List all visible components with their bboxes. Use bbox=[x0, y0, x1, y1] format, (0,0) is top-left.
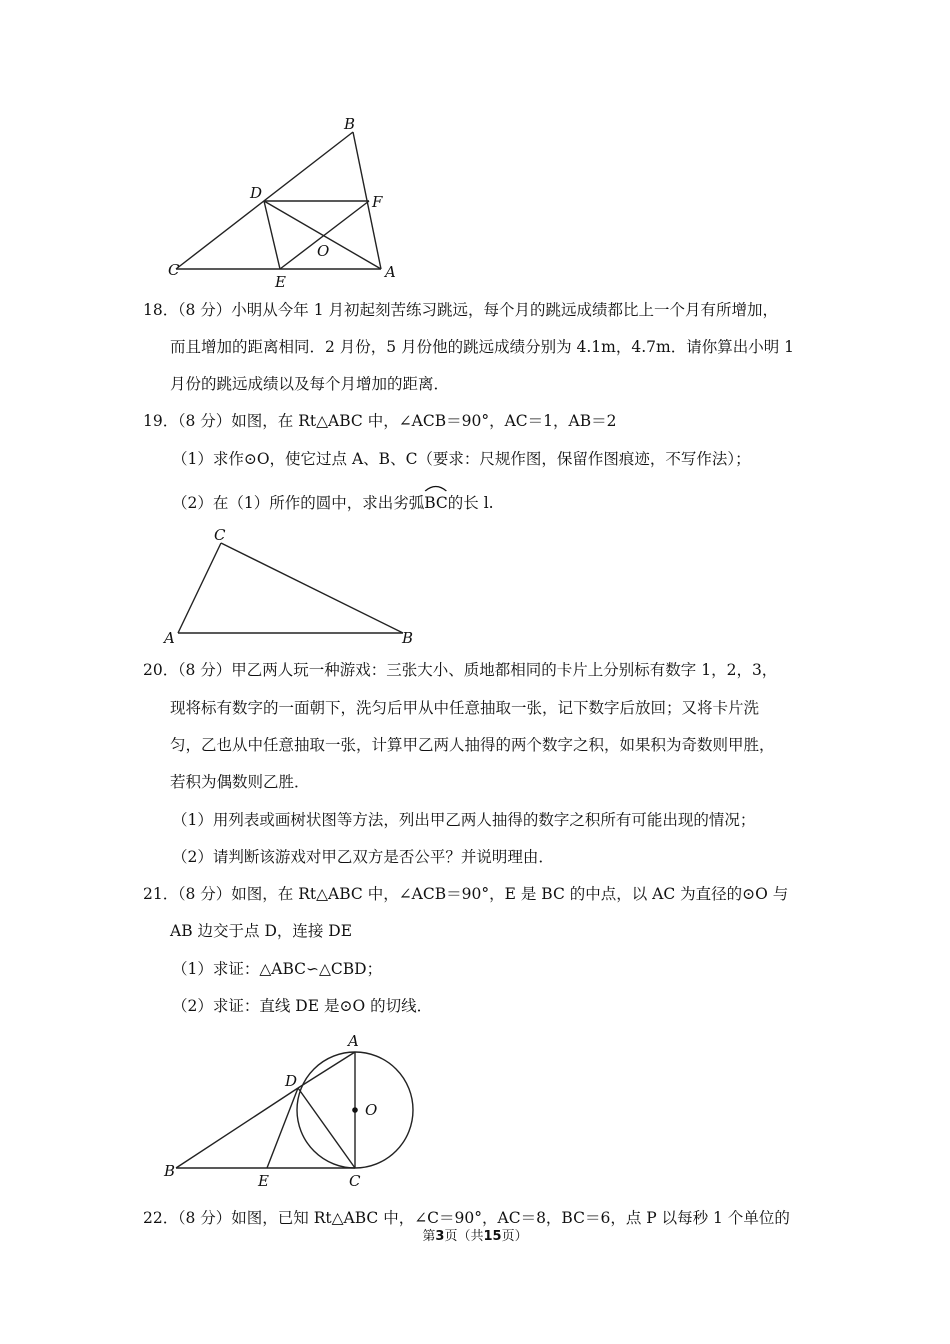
footer-prefix: 第 bbox=[422, 1229, 436, 1244]
question-21-line-1: （8 分）如图，在 Rt△ABC 中，∠ACB＝90°，E 是 BC 的中点，以 AC 为直径的⊙O 与 bbox=[170, 885, 789, 903]
question-22-number: 22． bbox=[143, 1209, 179, 1227]
page-footer bbox=[0, 1228, 950, 1246]
question-20-number: 20． bbox=[143, 661, 179, 679]
label-c: C bbox=[349, 1172, 361, 1190]
question-21-line-2: AB 边交于点 D，连接 DE bbox=[170, 922, 353, 940]
question-18-number: 18． bbox=[143, 301, 179, 319]
label-o: O bbox=[365, 1101, 378, 1119]
arc-mark-icon bbox=[424, 484, 448, 492]
question-21-part-2: （2）求证：直线 DE 是⊙O 的切线． bbox=[172, 997, 433, 1015]
label-d: D bbox=[285, 1072, 298, 1090]
footer-suffix: 页） bbox=[501, 1229, 528, 1244]
arc-bc bbox=[424, 493, 448, 513]
label-a: A bbox=[164, 629, 175, 647]
question-20-part-2: （2）请判断该游戏对甲乙双方是否公平？并说明理由． bbox=[172, 848, 554, 866]
label-b: B bbox=[402, 629, 414, 647]
question-19-part-1: （1）求作⊙O，使它过点 A、B、C（要求：尺规作图，保留作图痕迹，不写作法）； bbox=[172, 450, 751, 468]
question-20-line-4: 若积为偶数则乙胜． bbox=[170, 773, 310, 791]
question-19-line-1: （8 分）如图，在 Rt△ABC 中，∠ACB＝90°，AC＝1，AB＝2 bbox=[170, 412, 617, 430]
label-a: A bbox=[385, 263, 396, 281]
label-b: B bbox=[164, 1162, 176, 1180]
footer-mid: 页（共 bbox=[444, 1229, 484, 1244]
question-22-line-1: （8 分）如图，已知 Rt△ABC 中，∠C＝90°，AC＝8，BC＝6，点 P 以每秒 1 个单位的 bbox=[170, 1209, 790, 1227]
figure-q21 bbox=[160, 1030, 420, 1190]
question-19-number: 19． bbox=[143, 412, 179, 430]
question-20-line-2: 现将标有数字的一面朝下，洗匀后甲从中任意抽取一张，记下数字后放回；又将卡片洗 bbox=[170, 699, 760, 717]
question-18-line-3: 月份的跳远成绩以及每个月增加的距离． bbox=[170, 375, 450, 393]
label-f: F bbox=[372, 193, 383, 211]
arc-bc-label: BC bbox=[424, 494, 448, 512]
question-21-part-1: （1）求证：△ABC∽△CBD； bbox=[172, 960, 383, 978]
label-o: O bbox=[317, 242, 330, 260]
label-b: B bbox=[344, 115, 356, 133]
footer-page-number: 3 bbox=[435, 1229, 445, 1244]
label-a: A bbox=[348, 1032, 359, 1050]
footer-total-pages: 15 bbox=[483, 1229, 502, 1244]
question-19-part-2 bbox=[172, 493, 494, 513]
question-20-part-1: （1）用列表或画树状图等方法，列出甲乙两人抽得的数字之积所有可能出现的情况； bbox=[172, 811, 756, 829]
label-c: C bbox=[168, 261, 180, 279]
question-19-part-2-suffix: 的长 l. bbox=[447, 494, 494, 512]
figure-q19 bbox=[160, 526, 430, 651]
label-e: E bbox=[275, 273, 286, 291]
question-20-line-3: 匀，乙也从中任意抽取一张，计算甲乙两人抽得的两个数字之积，如果积为奇数则甲胜， bbox=[170, 736, 775, 754]
question-20-line-1: （8 分）甲乙两人玩一种游戏：三张大小、质地都相同的卡片上分别标有数字 1，2，3， bbox=[170, 661, 778, 679]
question-21-number: 21． bbox=[143, 885, 179, 903]
question-18-line-2: 而且增加的距离相同．2 月份，5 月份他的跳远成绩分别为 4.1m，4.7m．请你算出小明 1 bbox=[170, 338, 794, 356]
figure-q17 bbox=[160, 112, 410, 292]
question-19-part-2-text: （2）在（1）所作的圆中，求出劣弧 bbox=[172, 494, 425, 512]
label-c: C bbox=[214, 526, 226, 544]
label-e: E bbox=[258, 1172, 269, 1190]
question-18-line-1: （8 分）小明从今年 1 月初起刻苦练习跳远，每个月的跳远成绩都比上一个月有所增加， bbox=[170, 301, 779, 319]
label-d: D bbox=[250, 184, 263, 202]
center-o-dot bbox=[352, 1107, 358, 1113]
